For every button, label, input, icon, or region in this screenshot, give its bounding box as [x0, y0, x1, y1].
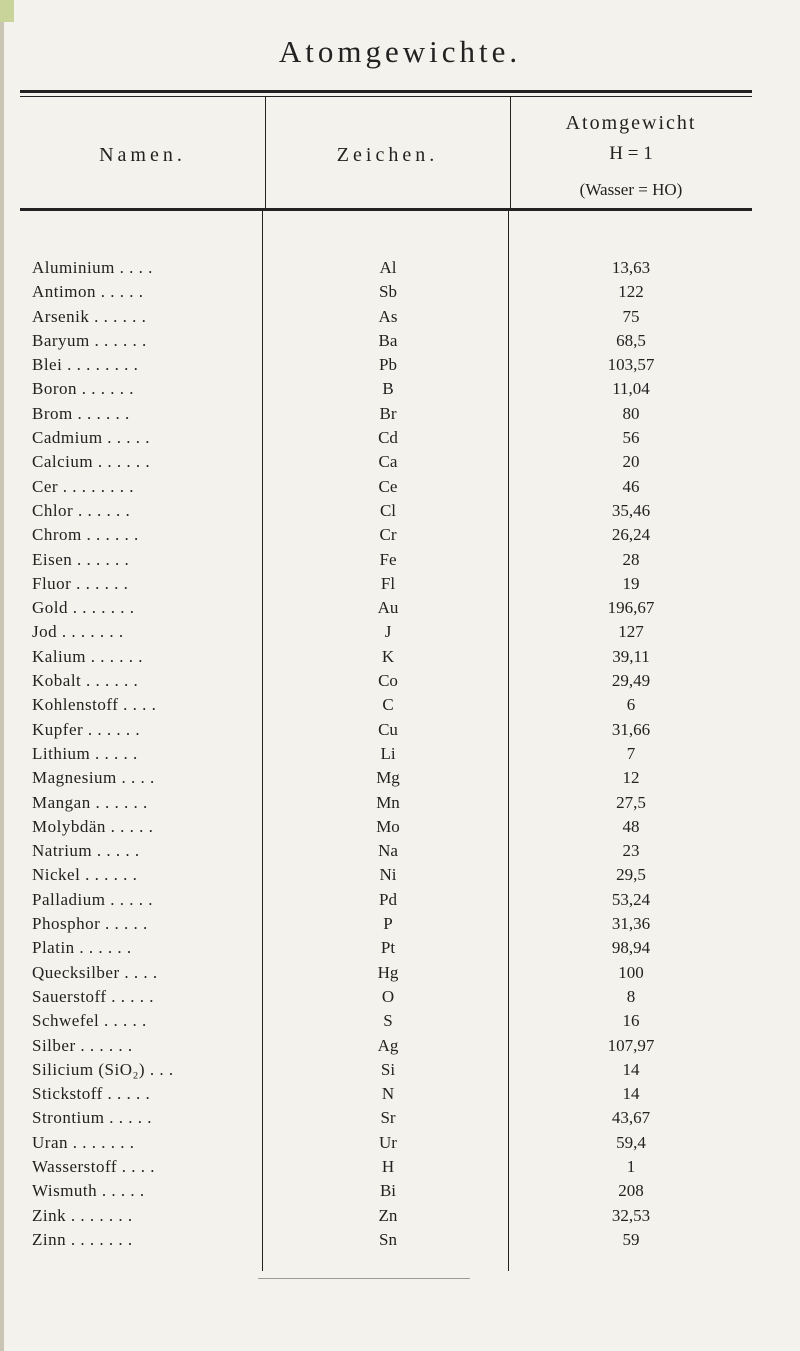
- atomic-weight: 28: [622, 549, 640, 569]
- element-name: Blei . . . . . . . .: [32, 355, 139, 375]
- table-row: [0, 890, 800, 914]
- element-name: Molybdän . . . . .: [32, 816, 154, 836]
- element-name: Kobalt . . . . . .: [32, 671, 139, 691]
- atomic-weight: 7: [626, 743, 636, 763]
- element-symbol: J: [384, 622, 392, 642]
- element-name: Stickstoff . . . . .: [32, 1084, 151, 1104]
- atomic-weight: 103,57: [607, 355, 655, 375]
- element-symbol: Cr: [379, 525, 397, 545]
- table-row: [0, 987, 800, 1011]
- atomic-weight: 56: [622, 428, 640, 448]
- element-symbol: P: [383, 914, 393, 934]
- element-name: Mangan . . . . . .: [32, 792, 148, 812]
- element-name: Jod . . . . . . .: [32, 622, 124, 642]
- element-symbol: Bi: [379, 1181, 397, 1201]
- table-row: [0, 379, 800, 403]
- element-symbol: Sn: [379, 1229, 397, 1249]
- header-name: Namen.: [99, 144, 186, 166]
- element-name: Gold . . . . . . .: [32, 598, 135, 618]
- atomic-weight: 59,4: [616, 1132, 646, 1152]
- element-name: Baryum . . . . . .: [32, 330, 147, 350]
- table-row: [0, 1084, 800, 1108]
- element-name: Brom . . . . . .: [32, 403, 130, 423]
- element-symbol: Ba: [378, 330, 398, 350]
- table-row: [0, 744, 800, 768]
- table-row: [0, 501, 800, 525]
- element-symbol: H: [381, 1156, 395, 1176]
- table-row: [0, 477, 800, 501]
- table-row: [0, 720, 800, 744]
- atomic-weight: 75: [622, 306, 640, 326]
- element-symbol: Pd: [379, 889, 397, 909]
- table-row: [0, 1036, 800, 1060]
- element-name: Wasserstoff . . . .: [32, 1156, 156, 1176]
- element-symbol: Hg: [377, 962, 399, 982]
- element-symbol: Mn: [376, 792, 400, 812]
- element-name: Chrom . . . . . .: [32, 525, 139, 545]
- element-name: Uran . . . . . . .: [32, 1132, 135, 1152]
- element-symbol: Ce: [378, 476, 398, 496]
- element-symbol: As: [378, 306, 398, 326]
- atomic-weight: 1: [626, 1156, 636, 1176]
- footer-rule: [258, 1278, 470, 1279]
- element-symbol: Ni: [379, 865, 397, 885]
- element-symbol: K: [381, 646, 395, 666]
- element-name: Natrium . . . . .: [32, 841, 140, 861]
- element-symbol: Cl: [379, 500, 397, 520]
- element-symbol: Co: [378, 671, 398, 691]
- table-row: [0, 307, 800, 331]
- atomic-weight: 53,24: [611, 889, 651, 909]
- element-name: Cadmium . . . . .: [32, 428, 151, 448]
- element-symbol: Fl: [380, 573, 396, 593]
- element-name: Kohlenstoff . . . .: [32, 695, 157, 715]
- atomic-weight: 14: [622, 1059, 640, 1079]
- atomic-weight: 80: [622, 403, 640, 423]
- table-row: [0, 258, 800, 282]
- atomic-weight: 6: [626, 695, 636, 715]
- element-symbol: Ca: [378, 452, 398, 472]
- table-row: [0, 355, 800, 379]
- table-row: [0, 404, 800, 428]
- table-row: [0, 671, 800, 695]
- element-symbol: Au: [377, 598, 399, 618]
- table-row: [0, 1060, 800, 1084]
- element-name: Kupfer . . . . . .: [32, 719, 141, 739]
- atomic-weight: 26,24: [611, 525, 651, 545]
- element-name: Quecksilber . . . .: [32, 962, 158, 982]
- atomic-weight: 19: [622, 573, 640, 593]
- table-row: [0, 1206, 800, 1230]
- element-symbol: Cu: [378, 719, 398, 739]
- table-row: [0, 1157, 800, 1181]
- element-name: Nickel . . . . . .: [32, 865, 138, 885]
- atomic-weight: 107,97: [607, 1035, 655, 1055]
- element-name: Sauerstoff . . . . .: [32, 986, 155, 1006]
- atomic-weight: 39,11: [612, 646, 650, 666]
- element-name: Arsenik . . . . . .: [32, 306, 147, 326]
- atomic-weight: 27,5: [616, 792, 646, 812]
- atomic-weight: 23: [622, 841, 640, 861]
- atomic-weight: 98,94: [611, 938, 651, 958]
- header-weight-note: (Wasser = HO): [579, 180, 683, 199]
- element-symbol: O: [381, 986, 395, 1006]
- element-name: Zink . . . . . . .: [32, 1205, 133, 1225]
- paper-stain: [0, 0, 14, 22]
- element-table-body: [0, 258, 800, 1254]
- element-name: Chlor . . . . . .: [32, 500, 131, 520]
- table-row: [0, 1011, 800, 1035]
- atomic-weight: 208: [618, 1181, 644, 1201]
- element-symbol: Zn: [378, 1205, 398, 1225]
- table-row: [0, 428, 800, 452]
- element-name: Silber . . . . . .: [32, 1035, 133, 1055]
- element-name: Wismuth . . . . .: [32, 1181, 145, 1201]
- element-name: Lithium . . . . .: [32, 743, 138, 763]
- atomic-weight: 68,5: [616, 330, 646, 350]
- atomic-weight: 43,67: [611, 1108, 651, 1128]
- table-row: [0, 574, 800, 598]
- element-symbol: B: [382, 379, 394, 399]
- element-symbol: Br: [379, 403, 397, 423]
- table-row: [0, 1181, 800, 1205]
- table-row: [0, 817, 800, 841]
- element-symbol: Mo: [376, 816, 400, 836]
- atomic-weight: 13,63: [611, 258, 651, 277]
- table-row: [0, 647, 800, 671]
- element-symbol: Ag: [377, 1035, 399, 1055]
- atomic-weight: 29,49: [611, 671, 651, 691]
- element-symbol: N: [381, 1084, 395, 1104]
- element-symbol: Mg: [376, 768, 400, 788]
- element-symbol: Li: [380, 743, 396, 763]
- atomic-weight: 11,04: [612, 379, 650, 399]
- element-name: Strontium . . . . .: [32, 1108, 153, 1128]
- top-rule-thin: [20, 96, 752, 97]
- element-symbol: Pt: [380, 938, 396, 958]
- element-name: Cer . . . . . . . .: [32, 476, 135, 496]
- atomic-weight: 100: [618, 962, 644, 982]
- atomic-weight: 29,5: [616, 865, 646, 885]
- element-symbol: Cd: [378, 428, 398, 448]
- atomic-weight: 8: [626, 986, 636, 1006]
- element-symbol: S: [383, 1011, 393, 1031]
- table-row: [0, 768, 800, 792]
- table-row: [0, 793, 800, 817]
- element-symbol: Na: [378, 841, 398, 861]
- element-symbol: Si: [380, 1059, 396, 1079]
- atomic-weight: 31,36: [611, 914, 651, 934]
- page-title: Atomgewichte.: [278, 34, 522, 69]
- atomic-weight: 196,67: [607, 598, 655, 618]
- header-weight-title: Atomgewicht: [565, 112, 697, 134]
- element-name: Platin . . . . . .: [32, 938, 132, 958]
- element-name: Magnesium . . . .: [32, 768, 155, 788]
- element-name: Fluor . . . . . .: [32, 573, 129, 593]
- table-row: [0, 1108, 800, 1132]
- table-row: [0, 1230, 800, 1254]
- element-name: Kalium . . . . . .: [32, 646, 143, 666]
- element-symbol: C: [382, 695, 394, 715]
- table-row: [0, 841, 800, 865]
- header-bottom-rule: [20, 208, 752, 211]
- table-row: [0, 622, 800, 646]
- header-symbol: Zeichen.: [336, 144, 439, 166]
- atomic-weight: 12: [622, 768, 640, 788]
- element-name: Silicium (SiO₂) . . .: [32, 1059, 174, 1079]
- element-name: Phosphor . . . . .: [32, 914, 148, 934]
- element-symbol: Al: [379, 258, 397, 277]
- element-symbol: Pb: [379, 355, 397, 375]
- atomic-weight: 122: [618, 282, 644, 302]
- table-row: [0, 1133, 800, 1157]
- element-name: Calcium . . . . . .: [32, 452, 151, 472]
- element-symbol: Ur: [379, 1132, 397, 1152]
- element-name: Schwefel . . . . .: [32, 1011, 147, 1031]
- element-name: Antimon . . . . .: [32, 282, 144, 302]
- table-row: [0, 550, 800, 574]
- element-name: Aluminium . . . .: [32, 258, 153, 277]
- table-row: [0, 695, 800, 719]
- atomic-weight: 16: [622, 1011, 640, 1031]
- element-name: Palladium . . . . .: [32, 889, 153, 909]
- table-row: [0, 331, 800, 355]
- element-name: Boron . . . . . .: [32, 379, 134, 399]
- atomic-weight: 48: [622, 816, 640, 836]
- atomic-weight: 35,46: [611, 500, 651, 520]
- atomic-weight: 32,53: [611, 1205, 651, 1225]
- atomic-weight: 20: [622, 452, 640, 472]
- table-row: [0, 282, 800, 306]
- table-row: [0, 452, 800, 476]
- top-rule-thick: [20, 90, 752, 93]
- table-row: [0, 963, 800, 987]
- atomic-weight: 59: [622, 1229, 640, 1249]
- table-row: [0, 598, 800, 622]
- element-symbol: Sb: [379, 282, 397, 302]
- table-row: [0, 525, 800, 549]
- atomic-weight: 127: [618, 622, 644, 642]
- atomic-weight: 46: [622, 476, 640, 496]
- table-row: [0, 938, 800, 962]
- table-row: [0, 914, 800, 938]
- element-symbol: Fe: [379, 549, 397, 569]
- element-symbol: Sr: [380, 1108, 396, 1128]
- atomic-weight: 14: [622, 1084, 640, 1104]
- element-name: Zinn . . . . . . .: [32, 1229, 133, 1249]
- table-row: [0, 865, 800, 889]
- header-weight-basis: H = 1: [609, 143, 653, 164]
- element-name: Eisen . . . . . .: [32, 549, 130, 569]
- atomic-weight: 31,66: [611, 719, 651, 739]
